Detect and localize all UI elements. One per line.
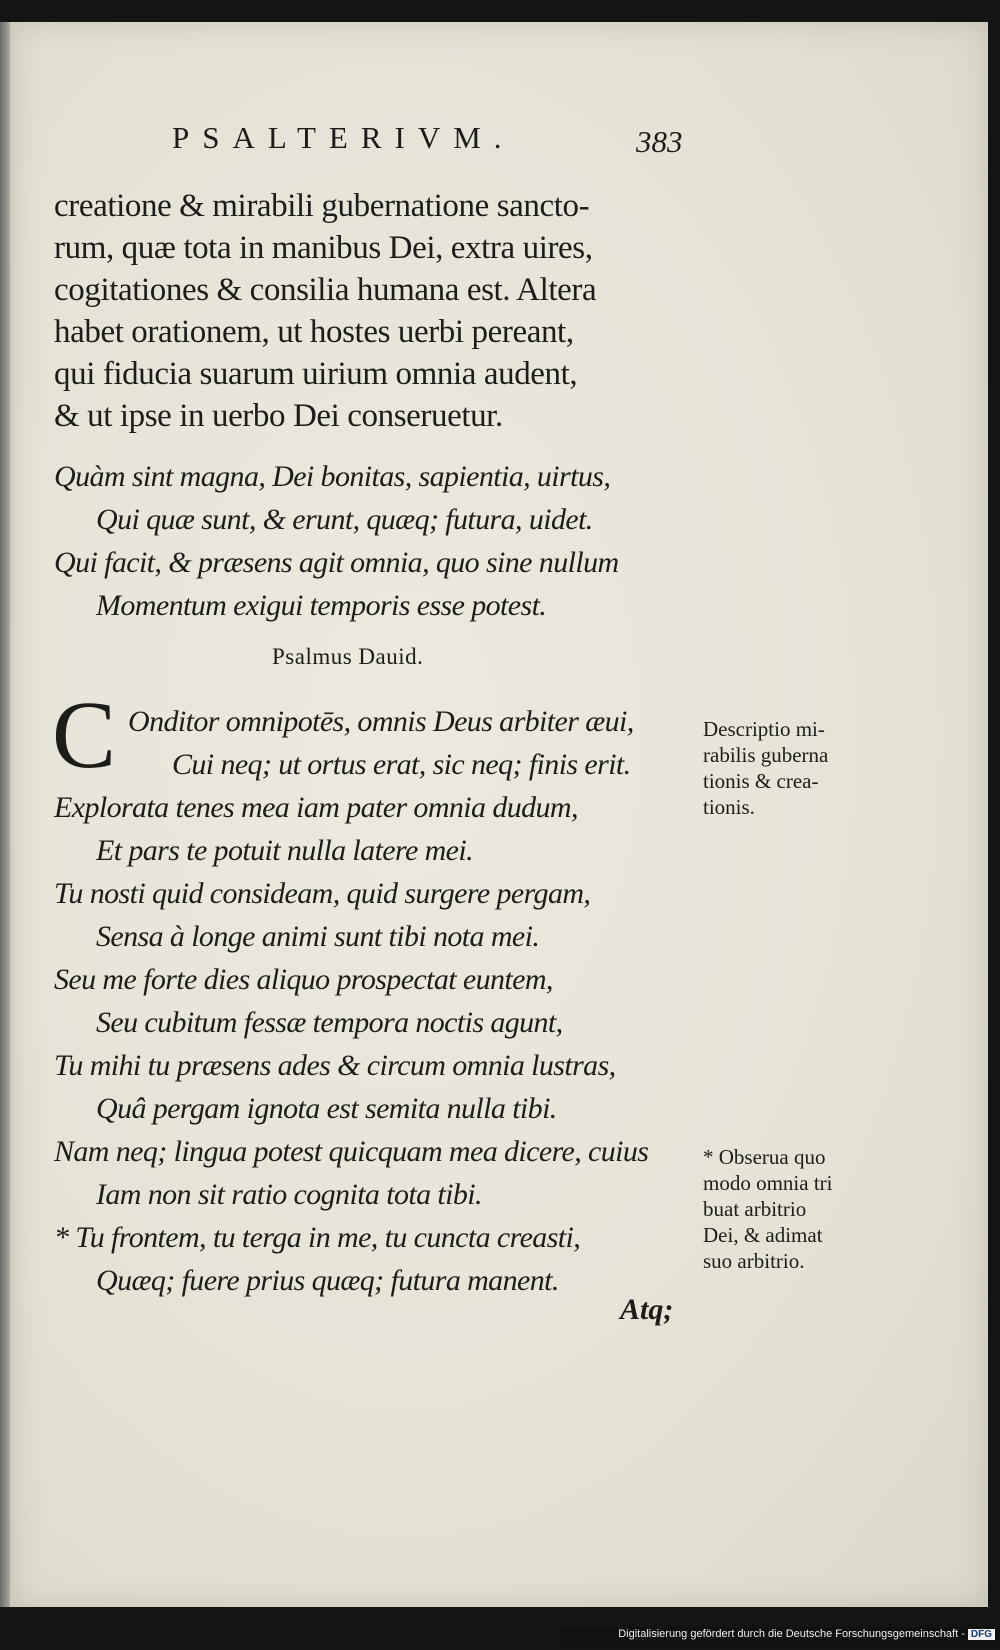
note-line: tionis. bbox=[703, 795, 755, 819]
verse-line: Tu mihi tu præsens ades & circum omnia lustras, bbox=[54, 1049, 616, 1082]
verse-line: Momentum exigui temporis esse potest. bbox=[96, 589, 547, 622]
drop-capital: C bbox=[52, 681, 117, 788]
note-line: buat arbitrio bbox=[703, 1197, 807, 1221]
verse-line: Tu nosti quid consideam, quid surgere pergam, bbox=[54, 877, 591, 910]
prose-line: rum, quæ tota in manibus Dei, extra uires, bbox=[54, 230, 593, 266]
credit-text: Digitalisierung gefördert durch die Deutsche Forschungsgemeinschaft - bbox=[618, 1628, 965, 1640]
verse-line: Iam non sit ratio cognita tota tibi. bbox=[96, 1178, 482, 1211]
note-line: Dei, & adimat bbox=[703, 1223, 823, 1247]
prose-line: creatione & mirabili gubernatione sancto- bbox=[54, 188, 590, 224]
verse-line: Quæq; fuere prius quæq; futura manent. bbox=[96, 1264, 559, 1297]
verse-line: Qui facit, & præsens agit omnia, quo sine nullum bbox=[54, 546, 619, 579]
verse-line: Cui neq; ut ortus erat, sic neq; finis erit. bbox=[172, 748, 631, 781]
prose-line: cogitationes & consilia humana est. Altera bbox=[54, 272, 597, 308]
verse-line: * Tu frontem, tu terga in me, tu cuncta creasti, bbox=[54, 1221, 581, 1254]
note-line: suo arbitrio. bbox=[703, 1249, 805, 1273]
funding-credit bbox=[618, 1628, 995, 1640]
epigram-verses bbox=[54, 455, 694, 627]
note-line: Descriptio mi- bbox=[703, 717, 825, 741]
verse-line: Quâ pergam ignota est semita nulla tibi. bbox=[96, 1092, 557, 1125]
verse-line: Quàm sint magna, Dei bonitas, sapientia, uirtus, bbox=[54, 460, 611, 493]
psalm-verses bbox=[54, 786, 694, 1302]
margin-note bbox=[703, 1144, 883, 1274]
verse-line: Qui quæ sunt, & erunt, quæq; futura, uidet. bbox=[96, 503, 593, 536]
psalm-opening-lines bbox=[128, 700, 688, 786]
verse-line: Seu cubitum fessæ tempora noctis agunt, bbox=[96, 1006, 563, 1039]
catchword: Atq; bbox=[620, 1293, 674, 1326]
note-line: * Obserua quo bbox=[703, 1145, 826, 1169]
page-number: 383 bbox=[636, 124, 683, 159]
verse-line: Nam neq; lingua potest quicquam mea dicere, cuius bbox=[54, 1135, 649, 1168]
prose-block bbox=[54, 185, 694, 437]
verse-line: Et pars te potuit nulla latere mei. bbox=[96, 834, 474, 867]
prose-line: & ut ipse in uerbo Dei conseruetur. bbox=[54, 398, 503, 434]
running-head: PSALTERIVM. bbox=[172, 120, 515, 155]
dfg-logo: DFG bbox=[968, 1629, 995, 1640]
note-line: rabilis guberna bbox=[703, 743, 829, 767]
prose-line: habet orationem, ut hostes uerbi pereant, bbox=[54, 314, 574, 350]
verse-line: Onditor omnipotēs, omnis Deus arbiter æui, bbox=[128, 705, 634, 738]
note-line: tionis & crea- bbox=[703, 769, 819, 793]
verse-line: Sensa à longe animi sunt tibi nota mei. bbox=[96, 920, 540, 953]
psalm-title: Psalmus Dauid. bbox=[272, 644, 424, 669]
prose-line: qui fiducia suarum uirium omnia audent, bbox=[54, 356, 578, 392]
verse-line: Explorata tenes mea iam pater omnia dudum, bbox=[54, 791, 578, 824]
margin-note bbox=[703, 716, 883, 820]
verse-line: Seu me forte dies aliquo prospectat euntem, bbox=[54, 963, 553, 996]
note-line: modo omnia tri bbox=[703, 1171, 833, 1195]
